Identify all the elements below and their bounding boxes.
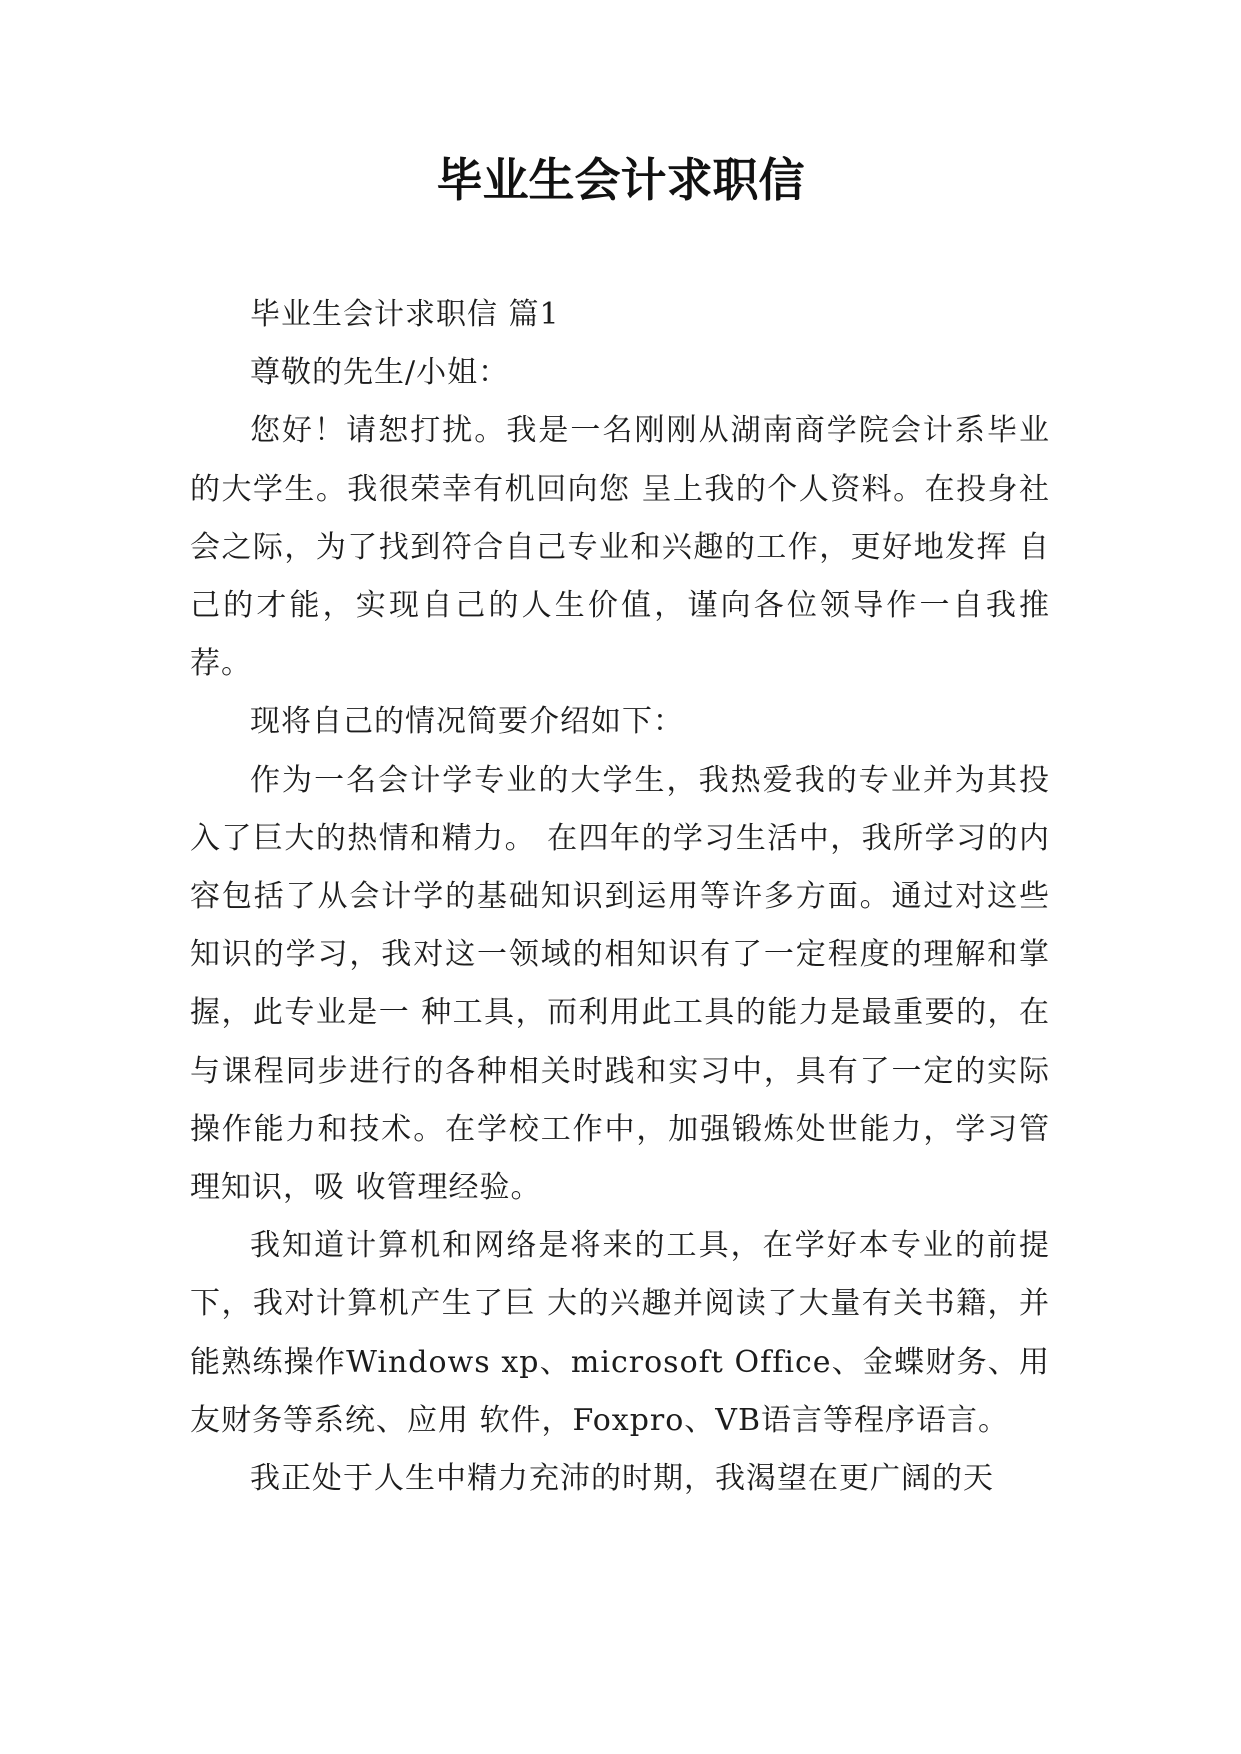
- paragraph-closing-start: 我正处于人生中精力充沛的时期，我渴望在更广阔的天: [250, 1461, 994, 1497]
- paragraph-intro: 您好！请恕打扰。我是一名刚刚从湖南商学院会计系毕业的大学生。我很荣幸有机回向您 呈上我的个人资料。在投身社会之际，为了找到符合自己专业和兴趣的工作，更好地发挥 自己的才能，实现自己的人生价值，谨向各位领导作一自我推荐。: [190, 413, 1050, 682]
- document-title: 毕业生会计求职信: [436, 153, 805, 207]
- salutation: 尊敬的先生/小姐：: [250, 355, 510, 391]
- section-heading: 毕业生会计求职信 篇1: [250, 297, 560, 332]
- paragraph-study: 作为一名会计学专业的大学生，我热爱我的专业并为其投入了巨大的热情和精力。 在四年的学习生活中，我所学习的内容包括了从会计学的基础知识到运用等许多方面。通过对这些知识的学习，我对这一领域的相知识有了一定程度的理解和掌握，此专业是一 种工具，而利用此工具的能力是最重要的，在与课程同步进行的各种相关时践和实习中，具有了一定的实际操作能力和技术。在学校工作中，加强锻炼处世能力，学习管理知识，吸 收管理经验。: [190, 762, 1050, 1206]
- document-body: [190, 286, 1050, 1508]
- paragraph-overview: 现将自己的情况简要介绍如下：: [250, 704, 684, 740]
- paragraph-computer-skills: 我知道计算机和网络是将来的工具，在学好本专业的前提下，我对计算机产生了巨 大的兴趣并阅读了大量有关书籍，并能熟练操作Windows xp、microsoft Office、金蝶财务、用友财务等系统、应用 软件，Foxpro、VB语言等程序语言。: [190, 1228, 1050, 1438]
